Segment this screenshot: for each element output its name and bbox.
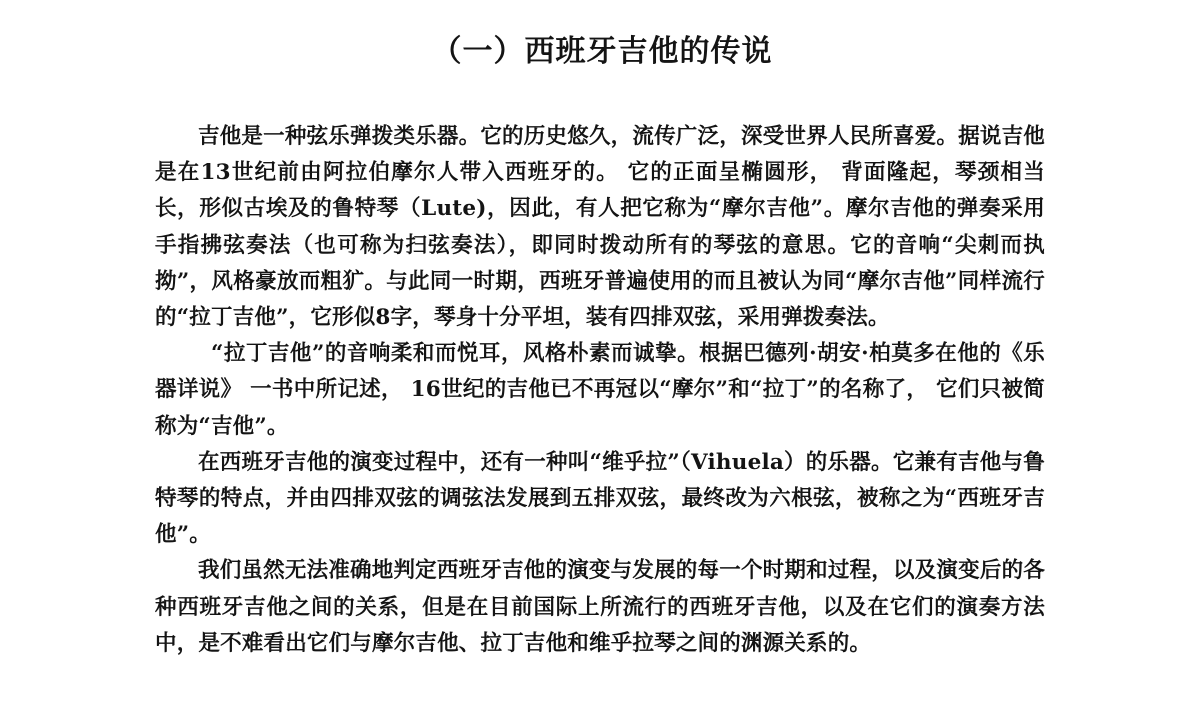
paragraph-4: 我们虽然无法准确地判定西班牙吉他的演变与发展的每一个时期和过程，以及演变后的各种西班牙吉他之间的关系，但是在目前国际上所流行的西班牙吉他，以及在它们的演奏方法中，是不难看出它们与摩尔吉他、拉丁吉他和维乎拉琴之间的渊源关系的。 [155,558,1045,656]
paragraph-2: “拉丁吉他”的音响柔和而悦耳，风格朴素而诚挚。根据巴德列·胡安·柏莫多在他的《乐器详说》 一书中所记述， 16世纪的吉他已不再冠以“摩尔”和“拉丁”的名称了， 它们只被简称为“吉他”。 [155,341,1045,439]
paragraph-1: 吉他是一种弦乐弹拨类乐器。它的历史悠久，流传广泛，深受世界人民所喜爱。据说吉他是在13世纪前由阿拉伯摩尔人带入西班牙的。 它的正面呈椭圆形， 背面隆起，琴颈相当长，形似古埃及的鲁特琴（Lute)，因此，有人把它称为“摩尔吉他”。摩尔吉他的弹奏采用手指拂弦奏法（也可称为扫弦奏法），即同时拨动所有的琴弦的意思。它的音响“尖刺而执拗”，风格豪放而粗犷。与此同一时期，西班牙普遍使用的而且被认为同“摩尔吉他”同样流行的“拉丁吉他”，它形似8字，琴身十分平坦，装有四排双弦，采用弹拨奏法。 [155,124,1045,331]
paragraph-3: 在西班牙吉他的演变过程中，还有一种叫“维乎拉”（Vihuela）的乐器。它兼有吉他与鲁特琴的特点，并由四排双弦的调弦法发展到五排双弦，最终改为六根弦，被称之为“西班牙吉他”。 [155,449,1045,548]
body-text [155,119,1045,662]
section-title: （一）西班牙吉他的传说 [431,34,773,69]
